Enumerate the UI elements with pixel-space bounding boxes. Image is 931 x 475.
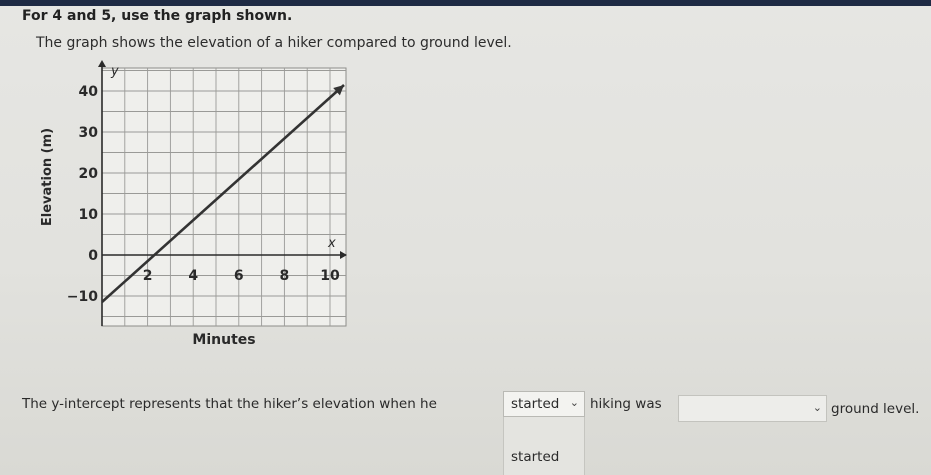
x-tick-label: 8: [279, 268, 290, 284]
question-text-end: ground level.: [831, 401, 920, 417]
x-tick-label: 2: [142, 268, 153, 284]
graph-description: The graph shows the elevation of a hiker compared to ground level.: [36, 35, 512, 51]
y-tick-label: 20: [78, 166, 98, 182]
y-tick-label: 40: [78, 84, 98, 100]
dropdown-option-started[interactable]: started: [511, 449, 560, 465]
y-tick-label: −10: [66, 289, 98, 305]
x-tick-label: 10: [320, 268, 340, 284]
grid-background: [102, 68, 346, 326]
x-tick-label: 6: [233, 268, 244, 284]
question-text-start: The y-intercept represents that the hiker’s elevation when he: [22, 396, 437, 412]
x-axis-name: x: [328, 236, 336, 251]
question-text-middle: hiking was: [590, 396, 662, 412]
ground-level-dropdown[interactable]: [678, 395, 827, 422]
x-tick-label: 4: [188, 268, 199, 284]
instruction-heading: For 4 and 5, use the graph shown.: [22, 8, 293, 24]
x-axis-title: Minutes: [192, 332, 256, 348]
chevron-down-icon: ⌄: [812, 401, 822, 414]
y-tick-label: 0: [88, 248, 98, 264]
grid: [102, 68, 346, 326]
chevron-down-icon: ⌄: [569, 396, 579, 409]
y-axis-name: y: [111, 64, 119, 79]
start-dropdown-value: started: [511, 396, 560, 412]
y-axis-arrow-icon: [98, 60, 106, 67]
y-axis-title: Elevation (m): [40, 127, 55, 227]
start-dropdown[interactable]: [503, 391, 585, 417]
y-tick-label: 30: [78, 125, 98, 141]
y-tick-label: 10: [78, 207, 98, 223]
dropdown-menu: [503, 417, 585, 475]
